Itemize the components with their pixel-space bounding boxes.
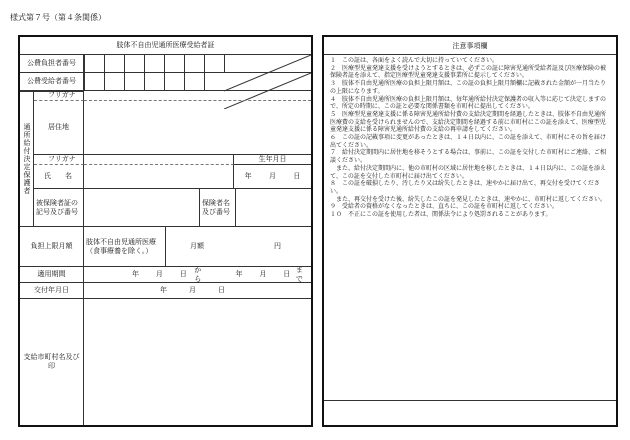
name-field[interactable] xyxy=(84,165,234,189)
name-label: 氏 名 xyxy=(34,165,84,189)
notes-title: 注意事項欄 xyxy=(324,37,616,55)
note-item: １ この証は、各面をよく読んで大切に持っていてください。 xyxy=(330,57,499,64)
notes-panel xyxy=(322,35,618,427)
note-item: ６ この証の記載事項に変更があったときは、１４日以内に、この証を添えて、市町村にその旨を届け出てください。 xyxy=(330,134,606,149)
note-item: ３ 肢体不自由児通所医療の負担上限月額は、この証の負担上限月額欄に記載された金額が一月当たりの上限になります。 xyxy=(330,80,607,95)
valid-period-field[interactable]: 年 月 日 から 年 月 日 まで xyxy=(84,267,311,283)
note-item: ４ 肢体不自由児通所医療の負担上限月額は、毎年通所給付決定保護者の収入等に応じて決定しますので、所定の時期に、この証と必要な関係書類を市町村に提出してください。 xyxy=(330,95,607,111)
guardian-side-label: 通所給付決定保護者 xyxy=(20,91,34,227)
issue-date-label: 交付年月日 xyxy=(20,283,84,299)
form-number: 様式第７号（第４条関係） xyxy=(10,13,106,22)
municipality-seal-label: 支給市町村名及び印 xyxy=(20,299,84,425)
note-item: ５ 医療型児童発達支援に係る障害児通所給付費の支給決定期間を経過したときは、肢体不自由児通所医療費の支給を受けられませんので、支給決定期間を経過する前に市町村にこの証を添えて、医療型児童発達支援に係る障害児通所給付費の支給の再申請をしてください。 xyxy=(330,110,607,134)
address-label: 居住地 xyxy=(34,101,84,155)
copay-limit-label: 負担上限月額 xyxy=(20,227,84,267)
note-item: また、給付決定期間内に、他の市町村の区域に居住地を移したときは、１４日以内に、この証を添えて、この証を交付した市町村に届け出てください。 xyxy=(330,164,607,180)
note-item: １０ 不正にこの証を使用した者は、関係法令により処罰されることがあります。 xyxy=(330,211,552,219)
from-label: から xyxy=(194,265,202,283)
furigana-address-field[interactable] xyxy=(84,91,311,101)
notes-list xyxy=(330,57,610,219)
insurer-name-number-label: 保険者名及び番号 xyxy=(200,189,236,227)
insurance-card-number-label: 被保険者証の記号及び番号 xyxy=(34,189,84,227)
furigana-name-label: フリガナ xyxy=(48,155,76,163)
dob-label: 生年月日 xyxy=(234,155,311,165)
yen-label: 円 xyxy=(274,242,281,250)
certificate-title: 肢体不自由児通所医療受給者証 xyxy=(20,37,311,55)
certificate-form xyxy=(18,35,313,427)
dob-field[interactable]: 年 月 日 xyxy=(234,165,311,189)
monthly-amount-label: 月額 xyxy=(190,242,204,250)
until-label: まで xyxy=(295,265,303,283)
note-item: ２ 医療型児童発達支援を受けようとするときは、必ずこの証に障害児通所受給者証及び医療保険の被保険者証を添えて、指定医療型児童発達支援事業所に提示してください。 xyxy=(330,64,607,80)
recipient-number-label: 公費受給者番号 xyxy=(20,73,84,91)
notes-bottom-rule xyxy=(324,400,616,401)
municipality-seal-field[interactable] xyxy=(84,299,311,425)
valid-period-label: 適用期間 xyxy=(20,267,84,283)
furigana-label: フリガナ xyxy=(48,91,76,99)
issue-date-field[interactable]: 年 月 日 xyxy=(84,283,311,299)
note-item: ８ この証を破損したり、汚したり又は紛失したときは、速やかに届け出て、再交付を受けてください。 xyxy=(330,180,600,195)
copay-description: 肢体不自由児通所医療（食事療養を除く。） xyxy=(84,227,166,267)
public-payer-number-label: 公費負担者番号 xyxy=(20,55,84,73)
note-item: また、再交付を受けた後、紛失したこの証を発見したときは、速やかに、市町村に返してください。 xyxy=(330,195,607,203)
monthly-amount-field[interactable] xyxy=(166,227,311,267)
note-item: ７ 給付決定期間内に居住地を移そうとする場合は、事前に、この証を交付した市町村にご連絡、ご相談ください。 xyxy=(330,149,607,165)
insurer-name-number-field[interactable] xyxy=(236,189,311,227)
furigana-name-field[interactable] xyxy=(84,155,234,165)
insurance-card-number-field[interactable] xyxy=(84,189,200,227)
address-field[interactable] xyxy=(84,101,311,155)
note-item: ９ 受給者の資格がなくなったときは、直ちに、この証を市町村に返してください。 xyxy=(330,203,559,211)
